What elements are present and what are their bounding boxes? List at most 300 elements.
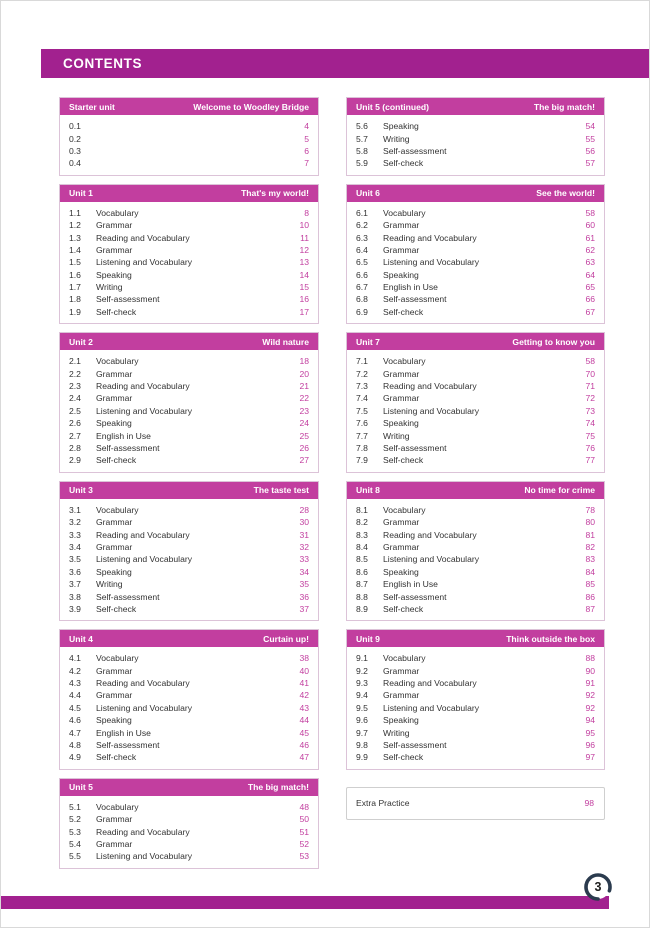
lesson-number: 3.3 <box>69 529 81 540</box>
unit-name: Unit 4 <box>69 633 93 644</box>
lesson-number: 1.9 <box>69 306 81 317</box>
page-ref: 7 <box>304 158 309 169</box>
toc-row <box>60 207 318 219</box>
lesson-label: Listening and Vocabulary <box>96 702 193 713</box>
lesson-number: 5.8 <box>356 145 368 156</box>
lesson-number: 6.9 <box>356 306 368 317</box>
lesson-number: 8.4 <box>356 541 368 552</box>
lesson-number: 4.7 <box>69 727 81 738</box>
lesson-label: Self-assessment <box>383 145 447 156</box>
toc-row <box>60 219 318 231</box>
page-ref: 46 <box>299 740 309 751</box>
page-ref: 23 <box>299 405 309 416</box>
page-ref: 58 <box>585 207 595 218</box>
page-ref: 81 <box>585 529 595 540</box>
toc-row <box>60 652 318 664</box>
toc-row <box>347 665 604 677</box>
page-ref: 78 <box>585 504 595 515</box>
page-ref: 30 <box>299 517 309 528</box>
unit-header <box>60 630 318 647</box>
page-ref: 95 <box>585 727 595 738</box>
lesson-number: 4.9 <box>69 752 81 763</box>
toc-row <box>60 739 318 751</box>
toc-row <box>347 689 604 701</box>
lesson-number: 2.7 <box>69 430 81 441</box>
toc-row <box>347 504 604 516</box>
page-ref: 96 <box>585 740 595 751</box>
lesson-label: Vocabulary <box>96 801 139 812</box>
lesson-number: 5.7 <box>356 133 368 144</box>
lesson-number: 9.8 <box>356 740 368 751</box>
toc-row <box>347 306 604 318</box>
toc-row <box>60 751 318 763</box>
lesson-number: 4.8 <box>69 740 81 751</box>
page-ref: 37 <box>299 603 309 614</box>
lesson-label: Grammar <box>96 393 133 404</box>
lesson-number: 6.3 <box>356 232 368 243</box>
lesson-number: 8.9 <box>356 603 368 614</box>
lesson-number: 3.7 <box>69 579 81 590</box>
unit-title: Curtain up! <box>263 633 309 644</box>
lesson-label: Self-assessment <box>96 740 160 751</box>
lesson-label: Listening and Vocabulary <box>96 257 193 268</box>
toc-row <box>60 380 318 392</box>
lesson-number: 3.4 <box>69 541 81 552</box>
toc-row <box>347 256 604 268</box>
lesson-label: Vocabulary <box>383 207 426 218</box>
page-ref: 13 <box>299 257 309 268</box>
lesson-label: Self-check <box>96 603 137 614</box>
lesson-number: 1.8 <box>69 294 81 305</box>
toc-row <box>347 739 604 751</box>
unit-block <box>59 184 319 325</box>
toc-row <box>347 380 604 392</box>
lesson-number: 5.2 <box>69 814 81 825</box>
toc-row <box>60 850 318 862</box>
lesson-number: 8.6 <box>356 566 368 577</box>
lesson-label: Grammar <box>383 690 420 701</box>
page-ref: 82 <box>585 541 595 552</box>
toc-row <box>347 454 604 466</box>
toc-row <box>347 751 604 763</box>
toc-row <box>60 306 318 318</box>
unit-body <box>347 202 604 324</box>
page-ref: 43 <box>299 702 309 713</box>
lesson-label: Grammar <box>383 541 420 552</box>
toc-row <box>60 553 318 565</box>
toc-row <box>347 367 604 379</box>
toc-row <box>60 145 318 157</box>
page-ref: 70 <box>585 368 595 379</box>
page-ref: 66 <box>585 294 595 305</box>
page-ref: 92 <box>585 702 595 713</box>
page-ref: 22 <box>299 393 309 404</box>
lesson-number: 1.1 <box>69 207 81 218</box>
toc-row <box>347 219 604 231</box>
lesson-label: Grammar <box>96 665 133 676</box>
toc-row <box>347 528 604 540</box>
unit-body <box>60 115 318 175</box>
unit-title: That's my world! <box>241 188 309 199</box>
unit-block <box>346 97 605 176</box>
lesson-label: Writing <box>96 282 123 293</box>
lesson-label: Grammar <box>96 244 133 255</box>
toc-row <box>60 405 318 417</box>
page-ref: 24 <box>299 418 309 429</box>
toc-row <box>347 590 604 602</box>
page-ref: 77 <box>585 455 595 466</box>
lesson-number: 2.5 <box>69 405 81 416</box>
lesson-number: 4.4 <box>69 690 81 701</box>
page-ref: 76 <box>585 443 595 453</box>
lesson-number: 1.4 <box>69 244 81 255</box>
toc-row <box>347 157 604 169</box>
lesson-number: 9.7 <box>356 727 368 738</box>
unit-body <box>60 499 318 621</box>
page-ref: 94 <box>585 715 595 726</box>
lesson-number: 8.3 <box>356 529 368 540</box>
lesson-number: 6.1 <box>356 207 368 218</box>
lesson-number: 6.6 <box>356 269 368 280</box>
toc-row <box>347 269 604 281</box>
lesson-label: Listening and Vocabulary <box>96 554 193 565</box>
page-ref: 26 <box>299 443 309 453</box>
toc-row <box>60 367 318 379</box>
toc-row <box>347 541 604 553</box>
lesson-number: 7.3 <box>356 381 368 392</box>
unit-body <box>60 796 318 868</box>
toc-row <box>60 838 318 850</box>
unit-body <box>60 202 318 324</box>
unit-block <box>59 332 319 473</box>
toc-row <box>60 442 318 454</box>
lesson-number: 7.5 <box>356 405 368 416</box>
lesson-label: Grammar <box>96 838 133 849</box>
lesson-label: Self-check <box>383 603 424 614</box>
lesson-label: Self-assessment <box>96 443 160 453</box>
page-ref: 35 <box>299 579 309 590</box>
toc-row <box>347 442 604 454</box>
page-ref: 15 <box>299 282 309 293</box>
unit-block <box>346 184 605 325</box>
unit-body <box>347 647 604 769</box>
lesson-number: 7.7 <box>356 430 368 441</box>
lesson-label: Reading and Vocabulary <box>96 678 190 689</box>
toc-row <box>347 207 604 219</box>
lesson-number: 8.2 <box>356 517 368 528</box>
page-ref: 51 <box>299 826 309 837</box>
lesson-number: 9.6 <box>356 715 368 726</box>
lesson-label: Grammar <box>383 368 420 379</box>
toc-row <box>60 244 318 256</box>
page-ref: 33 <box>299 554 309 565</box>
lesson-label: Grammar <box>96 220 133 231</box>
page-ref: 54 <box>585 121 595 132</box>
lesson-label: Speaking <box>383 715 419 726</box>
lesson-label: Grammar <box>383 517 420 528</box>
lesson-number: 7.4 <box>356 393 368 404</box>
unit-title: The taste test <box>253 485 309 496</box>
unit-header <box>60 333 318 350</box>
lesson-label: Self-assessment <box>96 591 160 602</box>
toc-row <box>60 157 318 169</box>
page-ref: 8 <box>304 207 309 218</box>
page-ref: 87 <box>585 603 595 614</box>
lesson-number: 9.1 <box>356 653 368 664</box>
page-ref: 67 <box>585 306 595 317</box>
lesson-label: Self-check <box>96 306 137 317</box>
lesson-label: Writing <box>383 430 410 441</box>
lesson-number: 2.6 <box>69 418 81 429</box>
lesson-label: Reading and Vocabulary <box>383 381 477 392</box>
lesson-label: Listening and Vocabulary <box>383 257 480 268</box>
lesson-label: Grammar <box>383 665 420 676</box>
toc-row <box>60 702 318 714</box>
lesson-label: Speaking <box>383 121 419 132</box>
unit-name: Starter unit <box>69 101 115 112</box>
lesson-number: 9.3 <box>356 678 368 689</box>
page-ref: 61 <box>585 232 595 243</box>
lesson-number: 5.5 <box>69 851 81 862</box>
lesson-label: Reading and Vocabulary <box>383 232 477 243</box>
unit-name: Unit 5 (continued) <box>356 101 430 112</box>
toc-row <box>347 417 604 429</box>
lesson-label: Speaking <box>96 418 132 429</box>
unit-header <box>347 630 604 647</box>
toc-row <box>60 417 318 429</box>
lesson-label: Grammar <box>96 368 133 379</box>
toc-row <box>60 677 318 689</box>
page-ref: 47 <box>299 752 309 763</box>
toc-row <box>347 702 604 714</box>
toc-row <box>347 132 604 144</box>
page-ref: 32 <box>299 541 309 552</box>
lesson-number: 1.6 <box>69 269 81 280</box>
unit-title: The big match! <box>247 782 309 793</box>
page-ref: 27 <box>299 455 309 466</box>
lesson-label: English in Use <box>96 430 151 441</box>
lesson-label: Vocabulary <box>383 356 426 367</box>
extra-practice-box <box>346 787 605 820</box>
page-ref: 88 <box>585 653 595 664</box>
page-ref: 57 <box>585 158 595 169</box>
toc-row <box>347 293 604 305</box>
lesson-number: 9.4 <box>356 690 368 701</box>
lesson-number: 8.1 <box>356 504 368 515</box>
lesson-label: Reading and Vocabulary <box>96 826 190 837</box>
toc-row <box>60 355 318 367</box>
page-ref: 10 <box>299 220 309 231</box>
page-ref: 16 <box>299 294 309 305</box>
lesson-number: 2.4 <box>69 393 81 404</box>
toc-row <box>60 689 318 701</box>
lesson-number: 4.3 <box>69 678 81 689</box>
lesson-number: 5.6 <box>356 121 368 132</box>
unit-block <box>59 629 319 770</box>
toc-row <box>60 566 318 578</box>
page-ref: 91 <box>585 678 595 689</box>
page-ref: 5 <box>304 133 309 144</box>
unit-header <box>347 482 604 499</box>
lesson-number: 6.4 <box>356 244 368 255</box>
lesson-number: 3.5 <box>69 554 81 565</box>
page-ref: 40 <box>299 665 309 676</box>
page-ref: 45 <box>299 727 309 738</box>
page-number: 3 <box>594 880 602 894</box>
toc-row <box>60 454 318 466</box>
unit-title: Think outside the box <box>506 633 595 644</box>
lesson-label: Vocabulary <box>96 207 139 218</box>
lesson-label: Grammar <box>383 244 420 255</box>
lesson-label: Self-assessment <box>383 443 447 453</box>
footer-band <box>1 896 609 909</box>
toc-row <box>347 231 604 243</box>
toc-row <box>347 281 604 293</box>
lesson-label: Grammar <box>383 393 420 404</box>
toc-row <box>60 603 318 615</box>
lesson-label: Self-check <box>96 752 137 763</box>
unit-header <box>60 482 318 499</box>
lesson-label: Listening and Vocabulary <box>383 554 480 565</box>
lesson-number: 6.8 <box>356 294 368 305</box>
lesson-number: 7.9 <box>356 455 368 466</box>
page-ref: 18 <box>299 356 309 367</box>
toc-row <box>60 504 318 516</box>
lesson-label: Self-check <box>96 455 137 466</box>
page-ref: 25 <box>299 430 309 441</box>
unit-body <box>347 115 604 175</box>
lesson-label: Grammar <box>96 690 133 701</box>
contents-banner <box>41 49 649 78</box>
lesson-label: Self-assessment <box>383 294 447 305</box>
right-column <box>346 97 605 820</box>
lesson-label: Self-assessment <box>383 740 447 751</box>
lesson-label: Speaking <box>96 269 132 280</box>
lesson-number: 2.9 <box>69 455 81 466</box>
unit-title: The big match! <box>533 101 595 112</box>
toc-row <box>60 231 318 243</box>
page-ref: 92 <box>585 690 595 701</box>
lesson-number: 3.1 <box>69 504 81 515</box>
page-ref: 64 <box>585 269 595 280</box>
lesson-number: 3.9 <box>69 603 81 614</box>
lesson-number: 9.9 <box>356 752 368 763</box>
page-ref: 28 <box>299 504 309 515</box>
lesson-number: 2.1 <box>69 356 81 367</box>
unit-name: Unit 7 <box>356 336 380 347</box>
page-ref: 55 <box>585 133 595 144</box>
toc-row <box>60 801 318 813</box>
lesson-number: 1.3 <box>69 232 81 243</box>
page-ref: 56 <box>585 145 595 156</box>
lesson-label: Self-check <box>383 455 424 466</box>
lesson-number: 1.5 <box>69 257 81 268</box>
lesson-label: Writing <box>96 579 123 590</box>
lesson-label: Listening and Vocabulary <box>96 405 193 416</box>
lesson-label: Speaking <box>96 566 132 577</box>
unit-body <box>60 350 318 472</box>
lesson-number: 0.2 <box>69 133 81 144</box>
page-ref: 84 <box>585 566 595 577</box>
toc-row <box>347 145 604 157</box>
page-ref: 75 <box>585 430 595 441</box>
lesson-number: 0.3 <box>69 145 81 156</box>
toc-row <box>60 825 318 837</box>
toc-row <box>347 578 604 590</box>
lesson-number: 6.2 <box>356 220 368 231</box>
unit-title: No time for crime <box>524 485 595 496</box>
page-ref: 36 <box>299 591 309 602</box>
unit-block <box>346 332 605 473</box>
left-column <box>59 97 319 869</box>
page-ref: 85 <box>585 579 595 590</box>
lesson-label: Listening and Vocabulary <box>383 405 480 416</box>
lesson-label: Grammar <box>96 541 133 552</box>
toc-row <box>60 269 318 281</box>
toc-row <box>347 603 604 615</box>
page-ref: 50 <box>299 814 309 825</box>
lesson-label: Speaking <box>383 566 419 577</box>
lesson-label: Self-assessment <box>383 591 447 602</box>
lesson-number: 7.2 <box>356 368 368 379</box>
page-ref: 41 <box>299 678 309 689</box>
page-ref: 83 <box>585 554 595 565</box>
lesson-label: Writing <box>383 727 410 738</box>
lesson-label: Grammar <box>96 517 133 528</box>
lesson-number: 6.7 <box>356 282 368 293</box>
page-ref: 42 <box>299 690 309 701</box>
lesson-number: 8.5 <box>356 554 368 565</box>
lesson-label: Grammar <box>96 814 133 825</box>
toc-row <box>347 405 604 417</box>
lesson-label: Listening and Vocabulary <box>383 702 480 713</box>
lesson-number: 4.6 <box>69 715 81 726</box>
lesson-number: 7.6 <box>356 418 368 429</box>
toc-row <box>60 528 318 540</box>
page-ref: 38 <box>299 653 309 664</box>
lesson-label: Vocabulary <box>96 504 139 515</box>
lesson-number: 1.7 <box>69 282 81 293</box>
lesson-label: Reading and Vocabulary <box>96 232 190 243</box>
lesson-number: 2.3 <box>69 381 81 392</box>
page-ref: 17 <box>299 306 309 317</box>
lesson-label: Speaking <box>383 269 419 280</box>
page-ref: 72 <box>585 393 595 404</box>
toc-row <box>347 553 604 565</box>
page-ref: 4 <box>304 121 309 132</box>
lesson-number: 4.1 <box>69 653 81 664</box>
page-ref: 20 <box>299 368 309 379</box>
toc-row <box>60 726 318 738</box>
toc-row <box>347 355 604 367</box>
unit-title: Getting to know you <box>512 336 595 347</box>
lesson-label: Speaking <box>383 418 419 429</box>
lesson-number: 5.3 <box>69 826 81 837</box>
page-number-badge <box>583 872 613 902</box>
lesson-label: Self-assessment <box>96 294 160 305</box>
page-ref: 63 <box>585 257 595 268</box>
toc-row <box>60 813 318 825</box>
unit-header <box>60 98 318 115</box>
page-ref: 86 <box>585 591 595 602</box>
page-title: CONTENTS <box>63 56 143 71</box>
toc-row <box>60 256 318 268</box>
lesson-number: 4.5 <box>69 702 81 713</box>
unit-body <box>60 647 318 769</box>
unit-block <box>59 481 319 622</box>
unit-block <box>346 481 605 622</box>
page-ref: 6 <box>304 145 309 156</box>
